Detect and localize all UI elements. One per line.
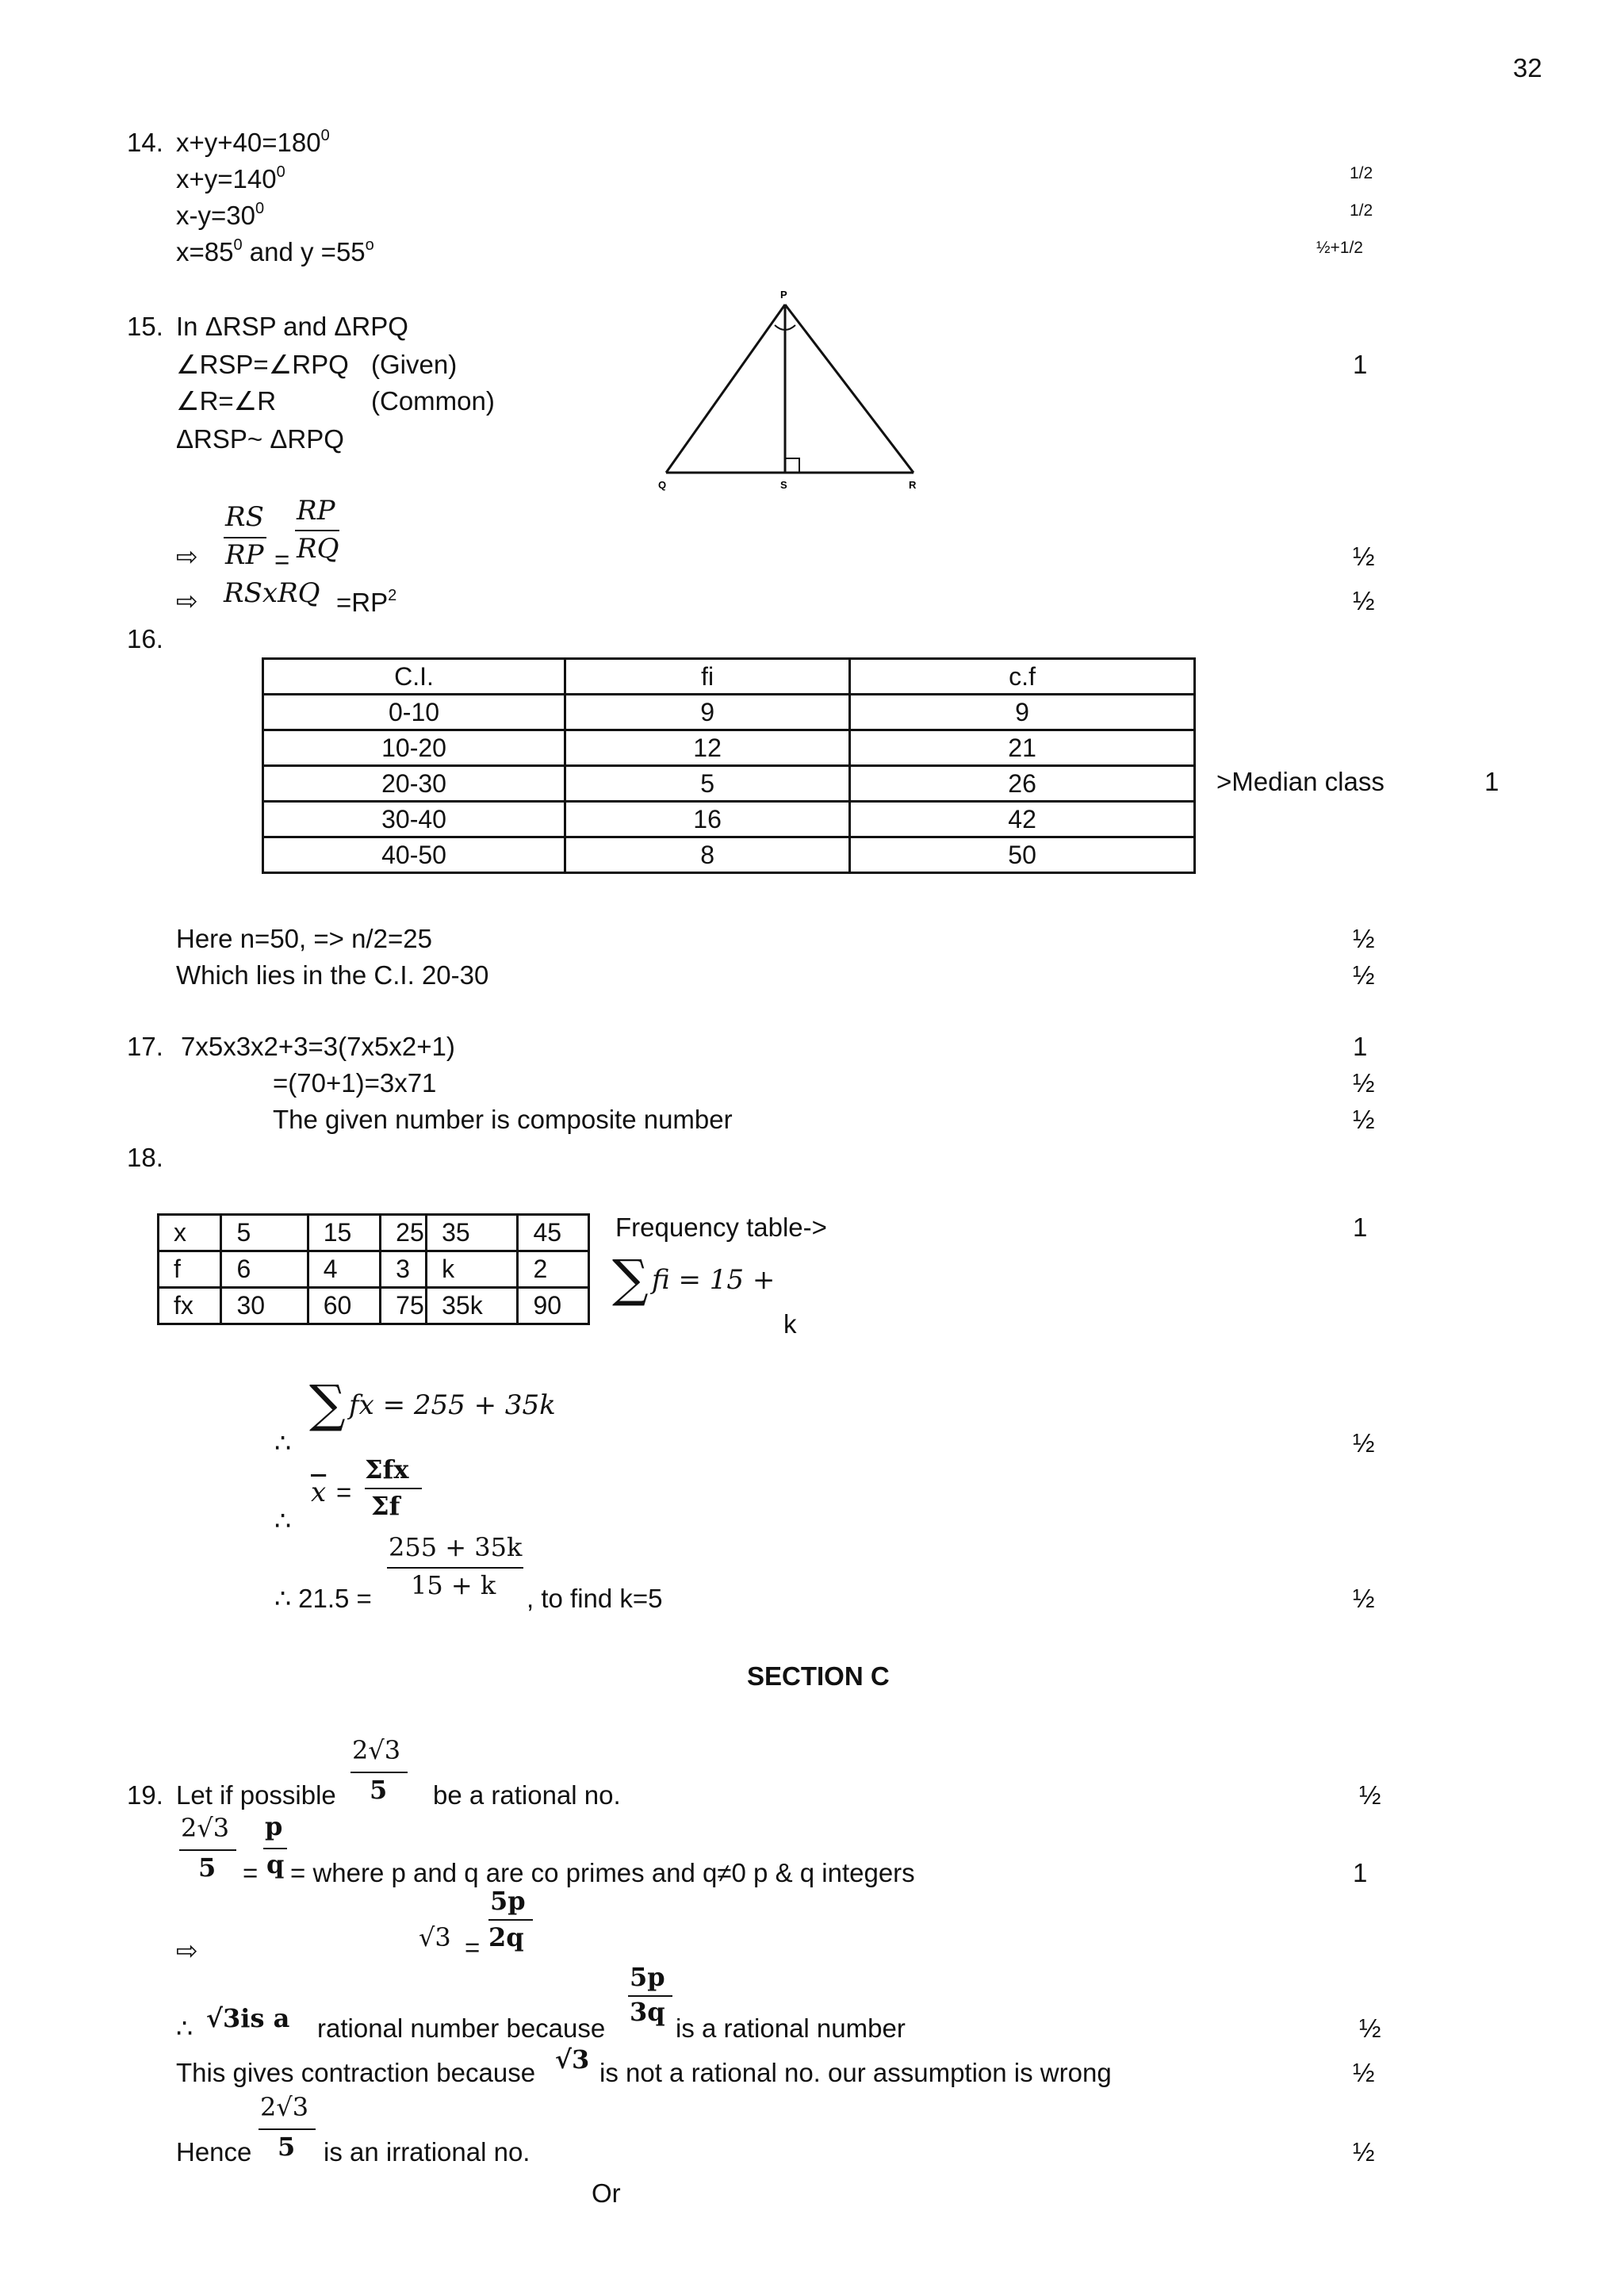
fraction-denominator: Σf: [371, 1491, 400, 1521]
mark: 1: [1353, 1213, 1368, 1242]
sigma-symbol: ∑: [612, 1250, 649, 1308]
table-row: [159, 1288, 589, 1324]
table-cell: 12: [565, 730, 850, 766]
table-row: [263, 837, 1195, 873]
header-cell: C.I.: [263, 659, 565, 695]
fraction-numerator: 5p: [490, 1886, 526, 1916]
fraction-numerator: 2√3: [352, 1735, 401, 1765]
fraction-denominator: 5: [370, 1775, 388, 1805]
label-q: Q: [658, 479, 667, 491]
table-cell: 0-10: [263, 695, 565, 730]
statement-line: = where p and q are co primes and q≠0 p & q integers: [290, 1858, 915, 1887]
mark: ½: [1353, 1584, 1375, 1613]
mark: ½: [1359, 2013, 1381, 2043]
equation-line: $x-y=30^0$: [176, 200, 265, 230]
fraction-bar: [179, 1849, 236, 1851]
table-row: [263, 695, 1195, 730]
equals-sign: =: [336, 1477, 352, 1507]
table-cell: 25: [381, 1215, 427, 1251]
table-cell: 3: [381, 1251, 427, 1288]
fraction-denominator: RQ: [297, 533, 339, 565]
table-cell: 35: [427, 1215, 518, 1251]
conclusion-line: The given number is composite number: [273, 1105, 733, 1134]
answer-line: $x=85^0$ and $y =55^o$: [176, 236, 374, 266]
fraction-denominator: 2q: [488, 1922, 524, 1952]
table-row: [263, 766, 1195, 802]
fraction-bar: [259, 2128, 316, 2130]
sum-expression: fx = 255 + 35k: [349, 1389, 556, 1421]
label-p: P: [780, 289, 787, 301]
implies-arrow: ⇨: [176, 586, 198, 615]
triangle-diagram: [650, 285, 936, 492]
working-line: ∴ 21.5 =: [274, 1584, 372, 1613]
question-number: 15.: [127, 312, 163, 341]
table-cell: 8: [565, 837, 850, 873]
statement-line: rational number because: [317, 2013, 606, 2043]
mark: ½: [1353, 1068, 1375, 1098]
fraction-bar: [365, 1488, 422, 1489]
median-class-note: >Median class: [1216, 767, 1385, 796]
sum-expression: fi = 15 +: [652, 1264, 776, 1296]
root-three-is-a: √3is a: [206, 2003, 290, 2033]
fraction-numerator: 255 + 35k: [389, 1532, 523, 1562]
page-number: 32: [1513, 53, 1542, 82]
fraction-denominator: 3q: [630, 1997, 665, 2027]
table-cell: 60: [308, 1288, 380, 1324]
table-row: [263, 802, 1195, 837]
statement-line: be a rational no.: [433, 1780, 621, 1810]
table-cell: 15: [308, 1215, 380, 1251]
table-header-row: [263, 659, 1195, 695]
table-row: [159, 1215, 589, 1251]
header-cell: fi: [565, 659, 850, 695]
table-cell: x: [159, 1215, 221, 1251]
table-cell: 40-50: [263, 837, 565, 873]
section-heading: SECTION C: [747, 1661, 890, 1691]
table-cell: 50: [850, 837, 1195, 873]
reason: (Given): [371, 350, 458, 379]
equation-line: $x+y+40=180^0$: [176, 127, 330, 157]
statement-line: is an irrational no.: [324, 2137, 530, 2167]
fraction-denominator: q: [266, 1849, 285, 1879]
table-cell: 9: [850, 695, 1195, 730]
fraction-numerator: 5p: [630, 1962, 665, 1992]
fraction-bar: [350, 1772, 408, 1773]
equals-sign: =: [465, 1933, 481, 1962]
table-cell: 75: [381, 1288, 427, 1324]
fraction-denominator: 5: [278, 2132, 296, 2162]
table-cell: 20-30: [263, 766, 565, 802]
side-pr: [785, 305, 914, 473]
table-cell: 45: [518, 1215, 589, 1251]
therefore-symbol: ∴: [176, 2013, 193, 2043]
table-cell: 16: [565, 802, 850, 837]
statement-line: Hence: [176, 2137, 252, 2167]
working-line: Which lies in the C.I. 20-30: [176, 960, 489, 990]
fraction-numerator: p: [265, 1811, 283, 1841]
root-three: √3: [555, 2044, 590, 2075]
working-line: =(70+1)=3x71: [273, 1068, 437, 1098]
right-angle-mark: [785, 458, 799, 473]
mark: ½+1/2: [1316, 239, 1363, 257]
table-cell: 4: [308, 1251, 380, 1288]
mark: 1/2: [1350, 201, 1373, 220]
header-cell: c.f: [850, 659, 1195, 695]
working-line: 7x5x3x2+3=3(7x5x2+1): [181, 1032, 455, 1061]
equals-sign: =: [243, 1858, 259, 1887]
table-cell: 9: [565, 695, 850, 730]
fraction-numerator: 2√3: [181, 1813, 230, 1843]
fraction-numerator: RS: [225, 501, 264, 533]
table-cell: 35k: [427, 1288, 518, 1324]
therefore-symbol: ∴: [274, 1506, 291, 1535]
statement-line: Let if possible: [176, 1780, 336, 1810]
implies-arrow: ⇨: [176, 542, 198, 571]
statement-line: In ΔRSP and ΔRPQ: [176, 312, 408, 341]
statement-line: ΔRSP~ ΔRPQ: [176, 424, 344, 454]
fraction-denominator: RP: [225, 539, 264, 571]
table-cell: 42: [850, 802, 1195, 837]
working-line: , to find k=5: [527, 1584, 663, 1613]
or-separator: Or: [592, 2178, 621, 2208]
equation-line: $x+y=140^0$: [176, 163, 285, 193]
fraction-bar: [295, 530, 339, 531]
reason: (Common): [371, 386, 495, 416]
table-cell: fx: [159, 1288, 221, 1324]
mark: 1: [1484, 767, 1500, 796]
mean-symbol: $\overline{x}$: [311, 1477, 327, 1508]
root-three: √3: [419, 1922, 451, 1952]
mark: ½: [1353, 586, 1375, 615]
equals-sign: =: [274, 545, 290, 574]
question-number: 14.: [127, 128, 163, 157]
table-cell: 5: [565, 766, 850, 802]
table-cell: k: [427, 1251, 518, 1288]
implies-arrow: ⇨: [176, 1936, 198, 1965]
table-cell: 21: [850, 730, 1195, 766]
question-number: 17.: [127, 1032, 163, 1061]
working-line: Here n=50, => n/2=25: [176, 924, 432, 953]
fraction-numerator: 2√3: [260, 2092, 309, 2122]
statement-line: ∠RSP=∠RPQ: [176, 350, 349, 379]
label-r: R: [909, 479, 917, 491]
table-caption: Frequency table->: [615, 1213, 827, 1242]
mark: 1/2: [1350, 164, 1373, 182]
fraction-denominator: 15 + k: [411, 1570, 496, 1600]
table-row: [263, 730, 1195, 766]
variable-k: k: [783, 1309, 797, 1339]
therefore-symbol: ∴: [274, 1428, 291, 1458]
mark: ½: [1353, 2137, 1375, 2167]
mark: 1: [1353, 350, 1368, 379]
table-cell: 2: [518, 1251, 589, 1288]
table-cell: 30-40: [263, 802, 565, 837]
frequency-table: [157, 1213, 590, 1325]
mark: ½: [1359, 1780, 1381, 1810]
table-cell: 5: [221, 1215, 308, 1251]
side-pq: [666, 305, 785, 473]
table-cell: 90: [518, 1288, 589, 1324]
question-number: 18.: [127, 1143, 163, 1172]
statement-line: This gives contraction because: [176, 2058, 536, 2087]
mark: ½: [1353, 1428, 1375, 1458]
mark: ½: [1353, 1105, 1375, 1134]
frequency-table: [262, 657, 1196, 874]
fraction-bar: [488, 1919, 533, 1921]
sigma-symbol: ∑: [309, 1375, 346, 1434]
question-number: 16.: [127, 624, 163, 653]
table-cell: 30: [221, 1288, 308, 1324]
fraction-bar: [387, 1567, 523, 1569]
mark: 1: [1353, 1032, 1368, 1061]
result: $=RP^2$: [336, 587, 397, 617]
statement-line: is not a rational no. our assumption is wrong: [599, 2058, 1112, 2087]
mark: ½: [1353, 542, 1375, 571]
fraction-numerator: Σfx: [365, 1454, 409, 1485]
fraction-numerator: RP: [297, 495, 335, 527]
mark: 1: [1353, 1858, 1368, 1887]
product-expression: RSxRQ: [224, 577, 320, 609]
mark: ½: [1353, 924, 1375, 953]
table-cell: 10-20: [263, 730, 565, 766]
table-cell: 26: [850, 766, 1195, 802]
fraction-bar: [224, 537, 266, 538]
table-cell: 6: [221, 1251, 308, 1288]
mark: ½: [1353, 2058, 1375, 2087]
table-cell: f: [159, 1251, 221, 1288]
fraction-denominator: 5: [198, 1852, 216, 1883]
mark: ½: [1353, 960, 1375, 990]
table-row: [159, 1251, 589, 1288]
statement-line: ∠R=∠R: [176, 386, 277, 416]
question-number: 19.: [127, 1780, 163, 1810]
label-s: S: [780, 479, 787, 491]
statement-line: is a rational number: [676, 2013, 906, 2043]
